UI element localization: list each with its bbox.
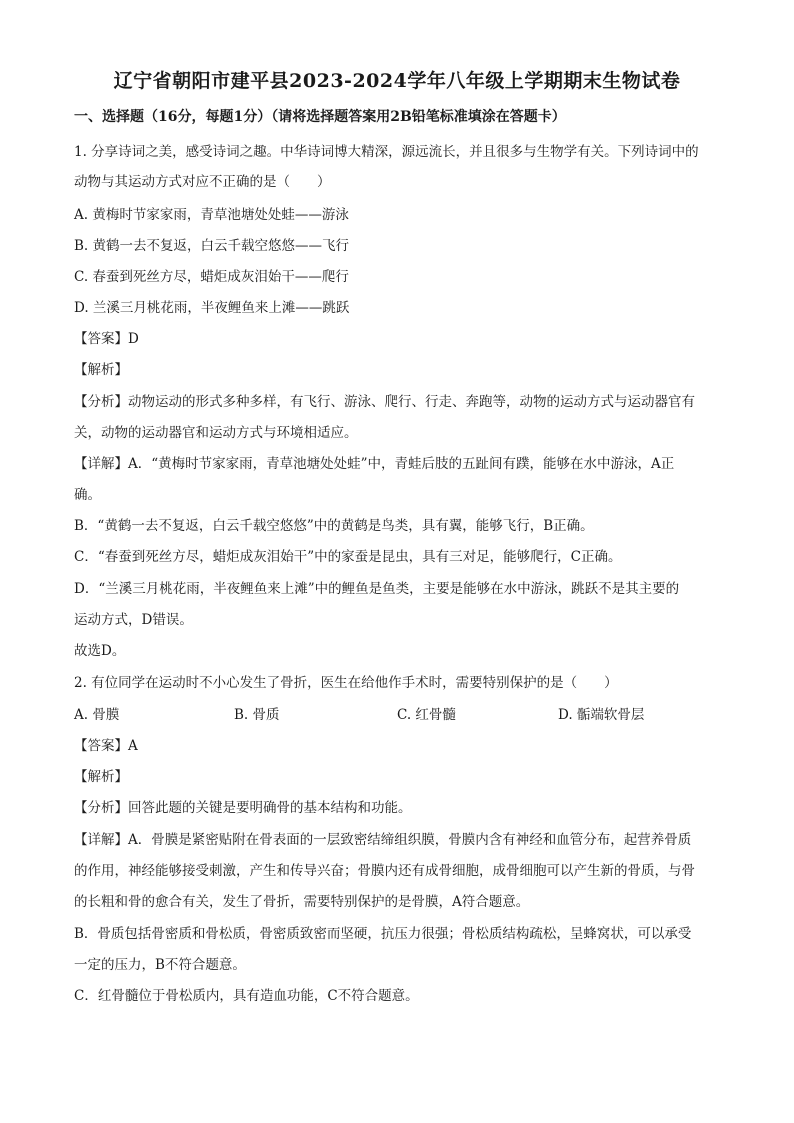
q1-option-d: D. 兰溪三月桃花雨，半夜鲤鱼来上滩——跳跃: [74, 300, 350, 316]
q1-detail-d-line1: D．“兰溪三月桃花雨，半夜鲤鱼来上滩”中的鲤鱼是鱼类，主要是能够在水中游泳，跳跃不是其主要的: [74, 581, 680, 597]
q1-detail-b: B．“黄鹤一去不复返，白云千载空悠悠”中的黄鹤是鸟类，具有翼，能够飞行，B正确。: [74, 518, 594, 534]
q2-detail-c: C．红骨髓位于骨松质内，具有造血功能，C不符合题意。: [74, 988, 419, 1004]
q2-detail-line1: 【详解】A．骨膜是紧密贴附在骨表面的一层致密结缔组织膜，骨膜内含有神经和血管分布，起营养骨质: [74, 832, 692, 848]
q2-option-a: A. 骨膜: [74, 707, 120, 723]
q2-stem: 2. 有位同学在运动时不小心发生了骨折，医生在给他作手术时，需要特别保护的是（ ）: [74, 675, 618, 691]
q1-answer: 【答案】D: [74, 331, 139, 347]
q1-analysis-line2: 关，动物的运动器官和运动方式与环境相适应。: [74, 425, 358, 441]
q2-option-c: C. 红骨髓: [397, 707, 456, 723]
page-title: 辽宁省朝阳市建平县2023-2024学年八年级上学期期末生物试卷: [113, 70, 681, 92]
q1-conclusion: 故选D。: [74, 643, 126, 659]
q1-option-a: A. 黄梅时节家家雨，青草池塘处处蛙——游泳: [74, 207, 349, 223]
q2-detail-b-line1: B．骨质包括骨密质和骨松质，骨密质致密而坚硬，抗压力很强；骨松质结构疏松，呈蜂窝状，可以承受: [74, 926, 692, 942]
q1-detail-line2: 确。: [74, 487, 101, 503]
section-heading: 一、选择题（16分，每题1分）（请将选择题答案用2B铅笔标准填涂在答题卡）: [74, 109, 566, 125]
q1-jiexi-label: 【解析】: [74, 362, 128, 378]
q1-stem-line2: 动物与其运动方式对应不正确的是（ ）: [74, 174, 331, 190]
q1-option-b: B. 黄鹤一去不复返，白云千载空悠悠——飞行: [74, 238, 350, 254]
q2-answer: 【答案】A: [74, 738, 138, 754]
q2-option-d: D. 骺端软骨层: [558, 707, 645, 723]
q2-option-b: B. 骨质: [234, 707, 280, 723]
q1-option-c: C. 春蚕到死丝方尽，蜡炬成灰泪始干——爬行: [74, 269, 349, 285]
q1-detail-c: C．“春蚕到死丝方尽，蜡炬成灰泪始干”中的家蚕是昆虫，具有三对足，能够爬行，C正确。: [74, 549, 622, 565]
q2-detail-line2: 的作用，神经能够接受刺激，产生和传导兴奋；骨膜内还有成骨细胞，成骨细胞可以产生新的骨质，与骨: [74, 863, 695, 879]
q2-jiexi-label: 【解析】: [74, 769, 128, 785]
q2-detail-line3: 的长粗和骨的愈合有关，发生了骨折，需要特别保护的是骨膜，A符合题意。: [74, 894, 530, 910]
q1-analysis-line1: 【分析】动物运动的形式多种多样，有飞行、游泳、爬行、行走、奔跑等，动物的运动方式与运动器官有: [74, 394, 695, 410]
q2-analysis: 【分析】回答此题的关键是要明确骨的基本结构和功能。: [74, 800, 412, 816]
q2-detail-b-line2: 一定的压力，B不符合题意。: [74, 957, 246, 973]
q1-detail-line1: 【详解】A．“黄梅时节家家雨，青草池塘处处蛙”中，青蛙后肢的五趾间有蹼，能够在水中游泳，A正: [74, 456, 675, 472]
q1-detail-d-line2: 运动方式，D错误。: [74, 612, 193, 628]
q1-stem-line1: 1. 分享诗词之美，感受诗词之趣。中华诗词博大精深，源远流长，并且很多与生物学有关。下列诗词中的: [74, 144, 699, 160]
